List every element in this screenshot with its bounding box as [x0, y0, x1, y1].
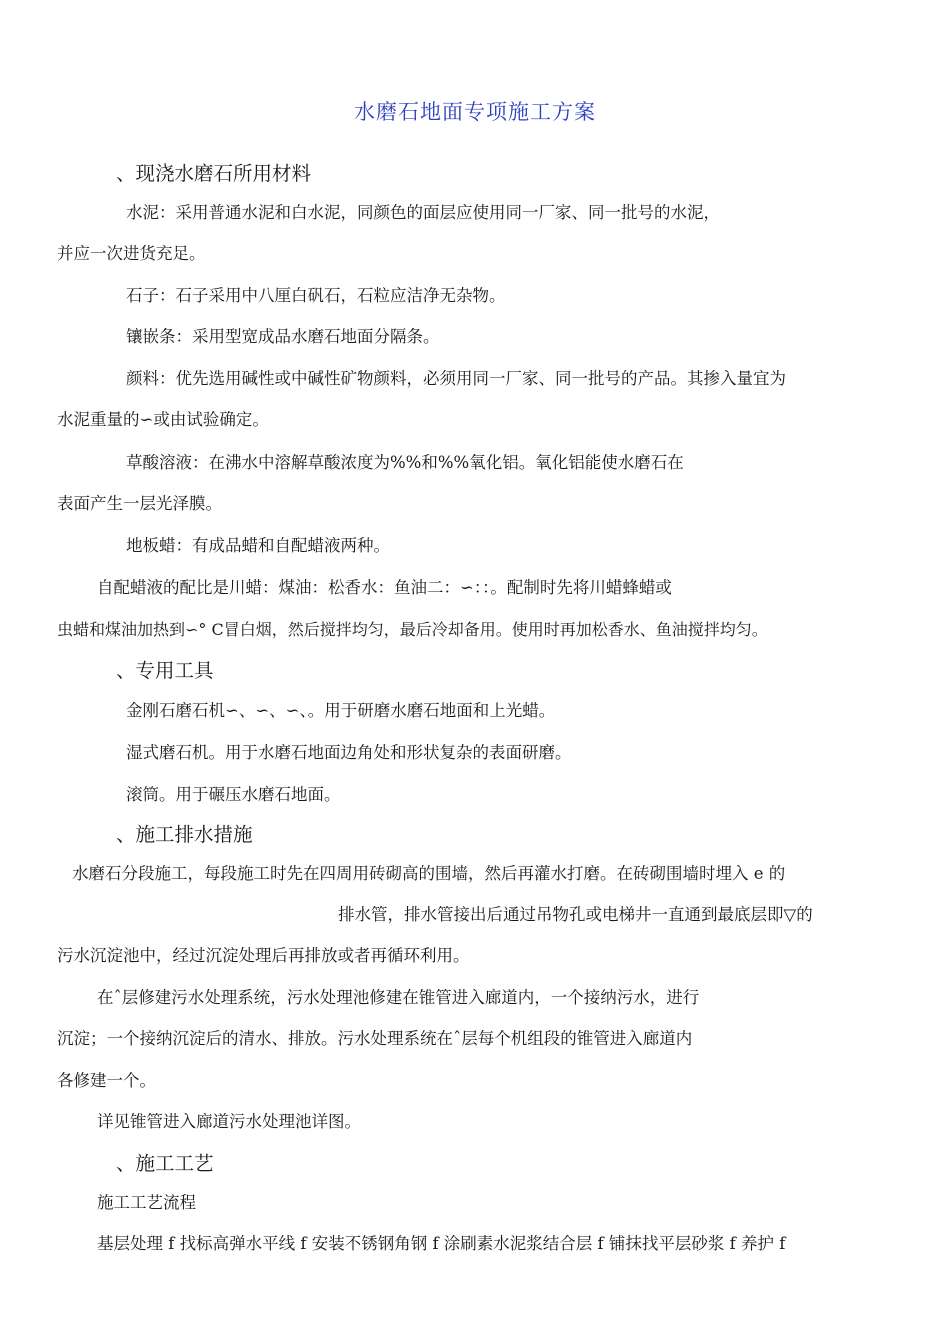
- paragraph-see-detail: 详见锥管进入廊道污水处理池详图。: [97, 1112, 361, 1131]
- section-heading-process: 、施工工艺: [116, 1152, 214, 1175]
- paragraph-stones: 石子：石子采用中八厘白矾石，石粒应洁净无杂物。: [126, 286, 506, 305]
- paragraph-oxalic-line2: 表面产生一层光泽膜。: [57, 494, 222, 513]
- paragraph-diamond-grinder: 金刚石磨石机∽、∽、∽、。用于研磨水磨石地面和上光蜡。: [126, 701, 556, 720]
- section-heading-tools: 、专用工具: [116, 659, 214, 682]
- paragraph-process-flow: 基层处理 f 找标高弹水平线 f 安装不锈钢角钢 f 涂刷素水泥浆结合层 f 铺抹找平层砂浆 f 养护 f: [97, 1234, 786, 1253]
- paragraph-drainage-line1: 水磨石分段施工，每段施工时先在四周用砖砌高的围墙，然后再灌水打磨。在砖砌围墙时埋入 e 的: [72, 864, 786, 883]
- paragraph-drainage-line3: 污水沉淀池中，经过沉淀处理后再排放或者再循环利用。: [57, 946, 470, 965]
- paragraph-inlay-strips: 镶嵌条：采用型宽成品水磨石地面分隔条。: [126, 327, 440, 346]
- paragraph-wet-grinder: 湿式磨石机。用于水磨石地面边角处和形状复杂的表面研磨。: [126, 743, 572, 762]
- paragraph-pigment-line2: 水泥重量的∽或由试验确定。: [57, 410, 269, 429]
- paragraph-oxalic-line1: 草酸溶液：在沸水中溶解草酸浓度为%%和%%氧化铝。氧化铝能使水磨石在: [126, 453, 684, 472]
- paragraph-pigment-line1: 颜料：优先选用碱性或中碱性矿物颜料，必须用同一厂家、同一批号的产品。其掺入量宜为: [126, 369, 786, 388]
- paragraph-wax-mix-line1: 自配蜡液的配比是川蜡：煤油：松香水：鱼油二：∽：：。配制时先将川蜡蜂蜡或: [97, 578, 672, 597]
- paragraph-process-flow-title: 施工工艺流程: [97, 1193, 196, 1212]
- document-title: 水磨石地面专项施工方案: [354, 100, 596, 124]
- paragraph-cement-line2: 并应一次进货充足。: [57, 244, 206, 263]
- paragraph-sewage-line3: 各修建一个。: [57, 1071, 156, 1090]
- paragraph-cement-line1: 水泥：采用普通水泥和白水泥，同颜色的面层应使用同一厂家、同一批号的水泥，: [126, 203, 720, 222]
- paragraph-sewage-line2: 沉淀；一个接纳沉淀后的清水、排放。污水处理系统在ˆ层每个机组段的锥管进入廊道内: [57, 1029, 693, 1048]
- paragraph-drainage-line2: 排水管，排水管接出后通过吊物孔或电梯井一直通到最底层即▽的: [338, 905, 813, 924]
- section-heading-drainage: 、施工排水措施: [116, 823, 253, 846]
- section-heading-materials: 、现浇水磨石所用材料: [116, 162, 312, 185]
- paragraph-wax-mix-line2: 虫蜡和煤油加热到∽° C冒白烟，然后搅拌均匀，最后冷却备用。使用时再加松香水、鱼油搅拌均匀。: [57, 620, 768, 639]
- paragraph-floor-wax: 地板蜡：有成品蜡和自配蜡液两种。: [126, 536, 390, 555]
- paragraph-sewage-line1: 在ˆ层修建污水处理系统，污水处理池修建在锥管进入廊道内，一个接纳污水，进行: [97, 988, 700, 1007]
- paragraph-roller: 滚筒。用于碾压水磨石地面。: [126, 785, 341, 804]
